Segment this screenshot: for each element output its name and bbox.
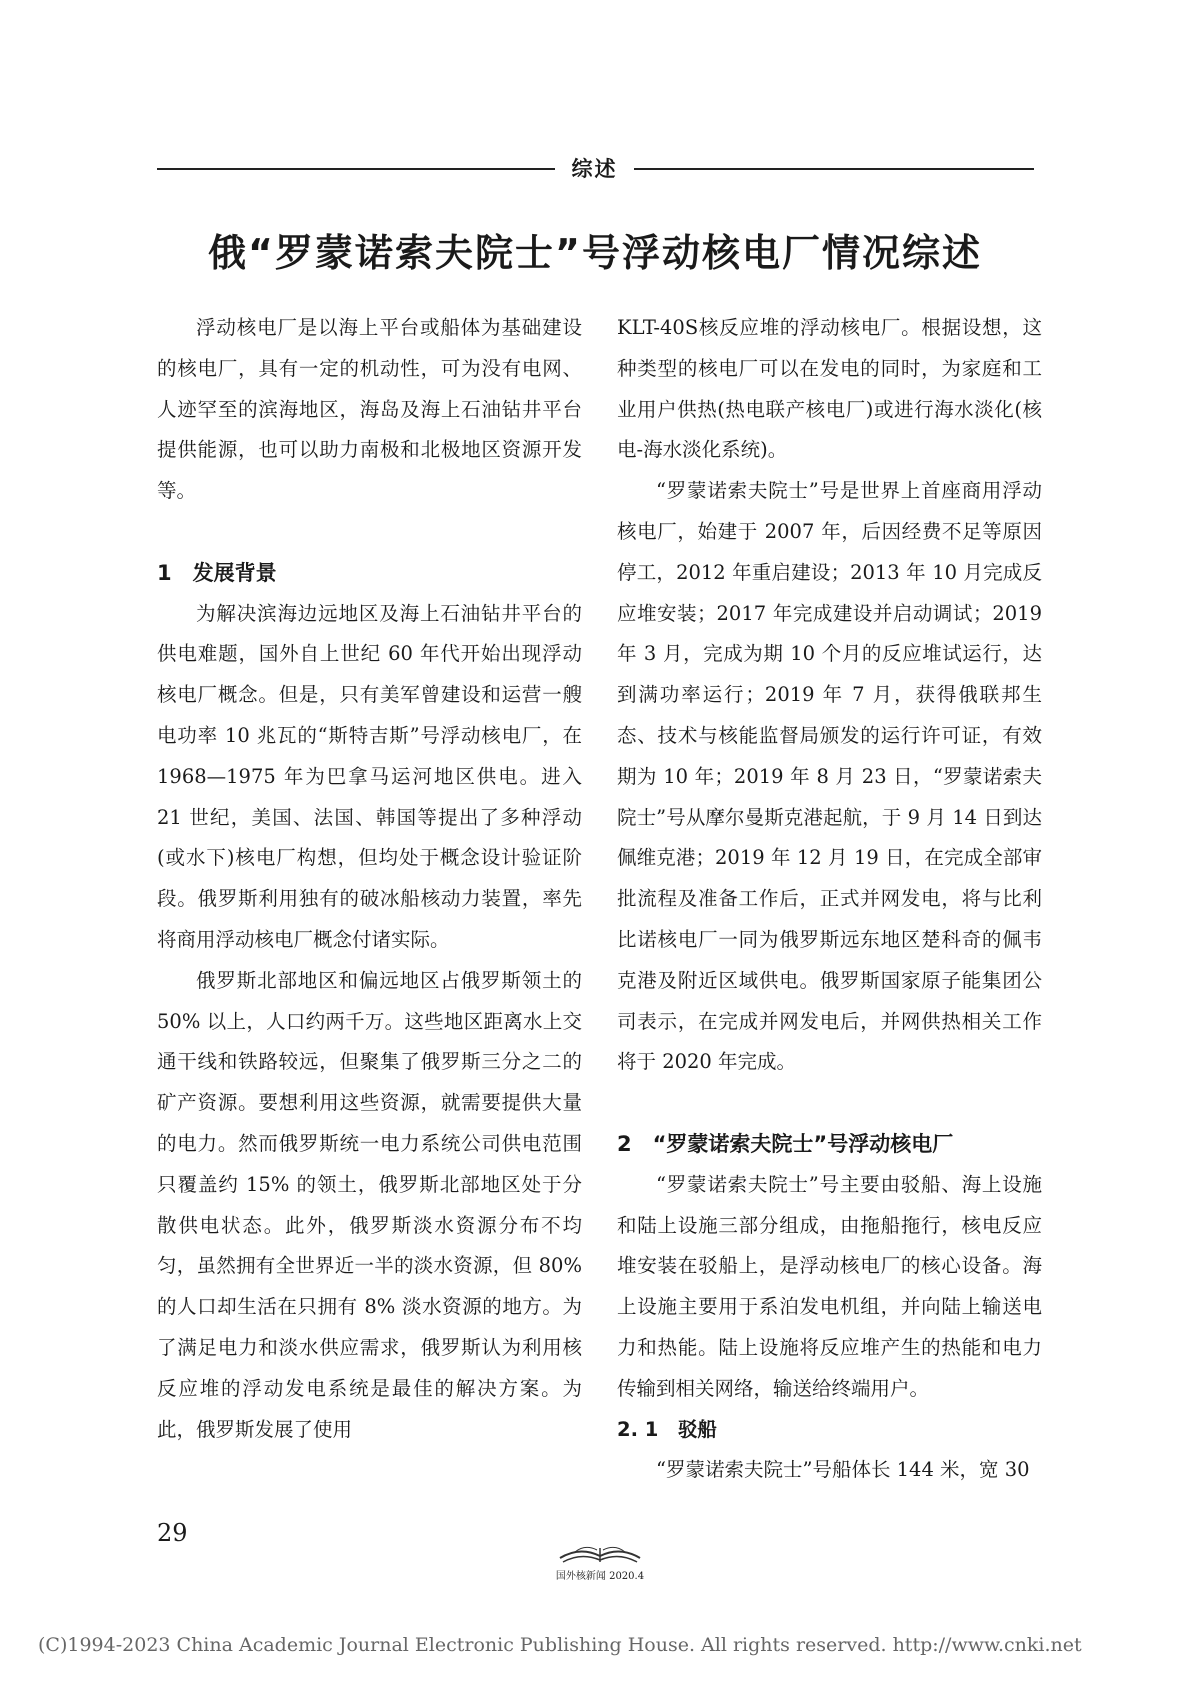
- page-number: 29: [157, 1519, 188, 1547]
- continued-paragraph: KLT-40S核反应堆的浮动核电厂。根据设想，这种类型的核电厂可以在发电的同时，为家庭和工业用户供热(热电联产核电厂)或进行海水淡化(核电-海水淡化系统)。: [617, 316, 1042, 462]
- article-title: 俄“罗蒙诺索夫院士”号浮动核电厂情况综述: [208, 231, 982, 275]
- section-1-heading: 1 发展背景: [157, 560, 277, 585]
- section-2-paragraph-1: “罗蒙诺索夫院士”号主要由驳船、海上设施和陆上设施三部分组成，由拖船拖行，核电反应堆安装在驳船上，是浮动核电厂的核心设备。海上设施主要用于系泊发电机组，并向陆上输送电力和热能。陆上设施将反应堆产生的热能和电力传输到相关网络，输送给终端用户。: [617, 1172, 1042, 1400]
- journal-name: 国外核新闻 2020.4: [555, 1571, 645, 1582]
- left-column: [157, 308, 582, 1450]
- book-logo-icon: [555, 1538, 645, 1568]
- right-column: [617, 308, 1042, 1491]
- section-2-1-paragraph-1: “罗蒙诺索夫院士”号船体长 144 米，宽 30: [656, 1458, 1030, 1482]
- section-1-paragraph-1: 为解决滨海边远地区及海上石油钻井平台的供电难题，国外自上世纪 60 年代开始出现浮动核电厂概念。但是，只有美军曾建设和运营一艘电功率 10 兆瓦的“斯特吉斯”号浮动核电厂，在 1968—1975 年为巴拿马运河地区供电。进入 21 世纪，美国、法国、韩国等提出了多种浮动(或水下)核电厂构想，但均处于概念设计验证阶段。俄罗斯利用独有的破冰船核动力装置，率先将商用浮动核电厂概念付诸实际。: [157, 601, 582, 951]
- intro-paragraph: 浮动核电厂是以海上平台或船体为基础建设的核电厂，具有一定的机动性，可为没有电网、人迹罕至的滨海地区，海岛及海上石油钻井平台提供能源，也可以助力南极和北极地区资源开发等。: [157, 316, 582, 503]
- section-2-1-heading: 2. 1 驳船: [617, 1417, 717, 1441]
- copyright-notice: (C)1994-2023 China Academic Journal Electronic Publishing House. All rights reserved. http://www.cnki.net: [38, 1634, 1082, 1656]
- section-1-paragraph-2: 俄罗斯北部地区和偏远地区占俄罗斯领土的 50% 以上，人口约两千万。这些地区距离水上交通干线和铁路较远，但聚集了俄罗斯三分之二的矿产资源。要想利用这些资源，就需要提供大量的电力。然而俄罗斯统一电力系统公司供电范围只覆盖约 15% 的领土，俄罗斯北部地区处于分散供电状态。此外，俄罗斯淡水资源分布不均匀，虽然拥有全世界近一半的淡水资源，但 80% 的人口却生活在只拥有 8% 淡水资源的地方。为了满足电力和淡水供应需求，俄罗斯认为利用核反应堆的浮动发电系统是最佳的解决方案。为此，俄罗斯发展了使用: [157, 968, 582, 1441]
- section-label: 综述: [571, 157, 618, 181]
- section-2-heading: 2 “罗蒙诺索夫院士”号浮动核电厂: [617, 1131, 954, 1156]
- history-paragraph: “罗蒙诺索夫院士”号是世界上首座商用浮动核电厂，始建于 2007 年，后因经费不足等原因停工，2012 年重启建设；2013 年 10 月完成反应堆安装；2017 年完成建设并启动调试；2019 年 3 月，完成为期 10 个月的反应堆试运行，达到满功率运行；2019 年 7 月，获得俄联邦生态、技术与核能监督局颁发的运行许可证，有效期为 10 年；2019 年 8 月 23 日，“罗蒙诺索夫院士”号从摩尔曼斯克港起航，于 9 月 14 日到达佩维克港；2019 年 12 月 19 日，在完成全部审批流程及准备工作后，正式并网发电，将与比利比诺核电厂一同为俄罗斯远东地区楚科奇的佩韦克港及附近区域供电。俄罗斯国家原子能集团公司表示，在完成并网发电后，并网供热相关工作将于 2020 年完成。: [617, 479, 1042, 1074]
- header-rule-left: [157, 168, 555, 170]
- header-rule-right: [634, 168, 1034, 170]
